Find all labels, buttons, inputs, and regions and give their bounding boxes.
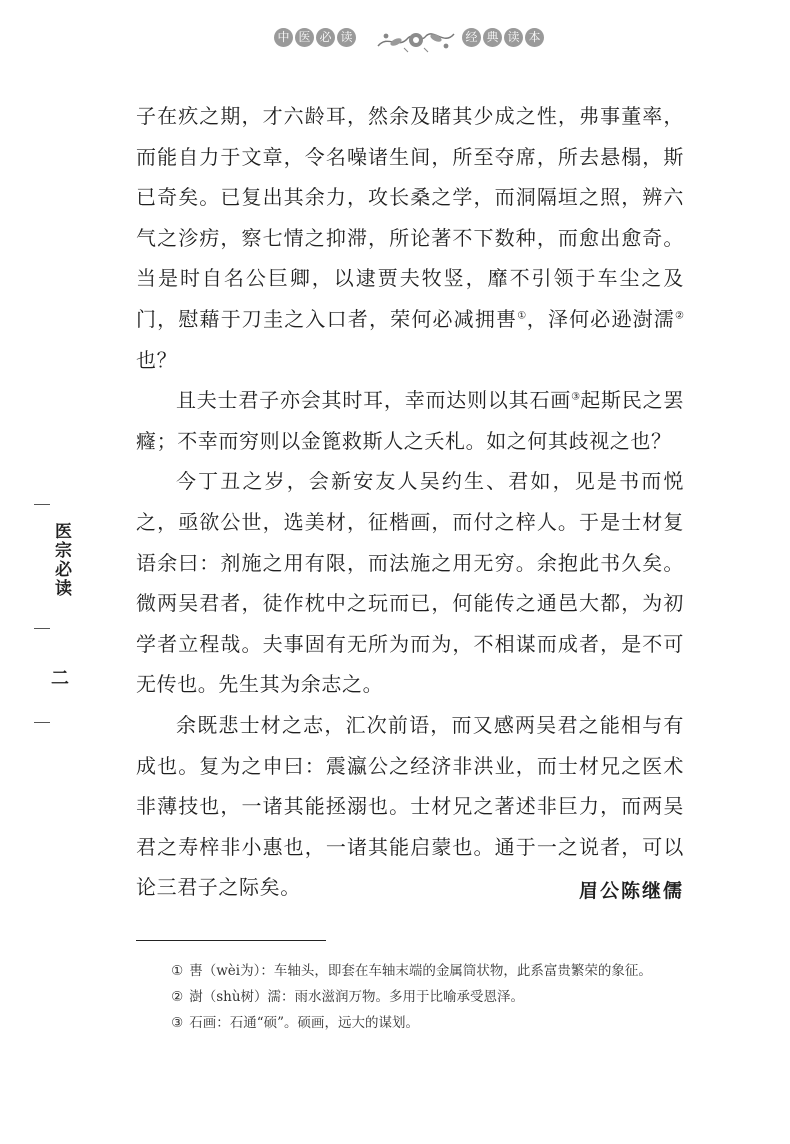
footnote-ref-1[interactable]: ① — [517, 310, 527, 322]
text-run: 也？ — [136, 347, 178, 372]
footnote-ref-2[interactable]: ② — [675, 310, 684, 322]
footnote-3 — [136, 1012, 684, 1035]
footnote-number: ② — [171, 989, 184, 1005]
text-run: 今丁丑之岁，会新安友人吴约生、君如，见是书而悦之，亟欲公世，选美材，征楷画，而付之梓人。于是士材复语余曰：剂施之用有限，而法施之用无穷。余抱此书久矣。微两吴君者，徒作枕中之玩而已，何能传之通邑大都，为初学者立程哉。夫事固有无所为而为，不相谋而成者，是不可无传也。先生其为余志之。 — [136, 469, 684, 697]
footnote-2 — [136, 986, 684, 1009]
text-run: 且夫士君子亦会其时耳，幸而达则以其石画 — [176, 388, 572, 413]
paragraph-3 — [136, 461, 684, 705]
header-char: 中 — [274, 28, 293, 47]
paragraph-2 — [136, 380, 684, 461]
series-title-left — [274, 28, 356, 47]
header-char: 读 — [337, 28, 356, 47]
book-title-vertical: 医宗必读 — [51, 522, 71, 598]
header-char: 医 — [295, 28, 314, 47]
header-char: 本 — [525, 28, 544, 47]
footnote-1 — [136, 960, 684, 983]
footnote-text: 澍（shù树）濡：雨水滋润万物。多用于比喻承受恩泽。 — [189, 989, 525, 1005]
text-run: 余既悲士材之志，汇次前语，而又感两吴君之能相与有成也。复为之申曰：震瀛公之经济非洪业，而士材兄之医术非薄技也，一诸其能拯溺也。士材兄之著述非巨力，而两吴君之寿梓非小惠也，一诸其能启蒙也。通于一之说者，可以论三君子之际矣。 — [136, 712, 684, 900]
header-char: 典 — [483, 28, 502, 47]
header-char: 读 — [504, 28, 523, 47]
margin-rule — [34, 628, 50, 629]
footnote-ref-3[interactable]: ③ — [571, 391, 581, 403]
page-number: 二 — [51, 668, 69, 689]
margin-rule — [34, 722, 50, 723]
footnotes — [136, 960, 684, 1038]
footnote-number: ① — [171, 963, 184, 979]
text-run: 子在疚之期，才六龄耳，然余及睹其少成之性，弗事董率，而能自力于文章，令名噪诸生间，所至夺席，所去悬榻，斯已奇矣。已复出其余力，攻长桑之学，而洞隔垣之照，辨六气之沴疠，察七情之抑滞，所论著不下数种，而愈出愈奇。当是时自名公巨卿，以逮贾夫牧竖，靡不引领于车尘之及门，慰藉于刀圭之入口者，荣何必减拥軎 — [136, 104, 684, 331]
series-title-right — [462, 28, 544, 47]
footnote-divider — [136, 940, 326, 941]
footnote-text: 軎（wèi为）：车轴头，即套在车轴末端的金属筒状物，此系富贵繁荣的象征。 — [189, 963, 652, 979]
header-char: 必 — [316, 28, 335, 47]
running-header — [270, 24, 570, 58]
body-text — [136, 96, 684, 908]
paragraph-1 — [136, 96, 684, 380]
footnote-number: ③ — [171, 1015, 184, 1031]
author-signature: 眉公陈继儒 — [578, 880, 684, 902]
text-run: 起斯民之罢癃；不幸而穷则以金篦救斯人之夭札。如之何其歧视之也？ — [136, 388, 685, 453]
margin-rule — [34, 504, 50, 505]
footnote-text: 石画：石通“硕”。硕画，远大的谋划。 — [189, 1015, 420, 1031]
text-run: ，泽何必逊澍濡 — [526, 306, 676, 331]
floral-ornament-icon — [374, 24, 458, 54]
header-char: 经 — [462, 28, 481, 47]
